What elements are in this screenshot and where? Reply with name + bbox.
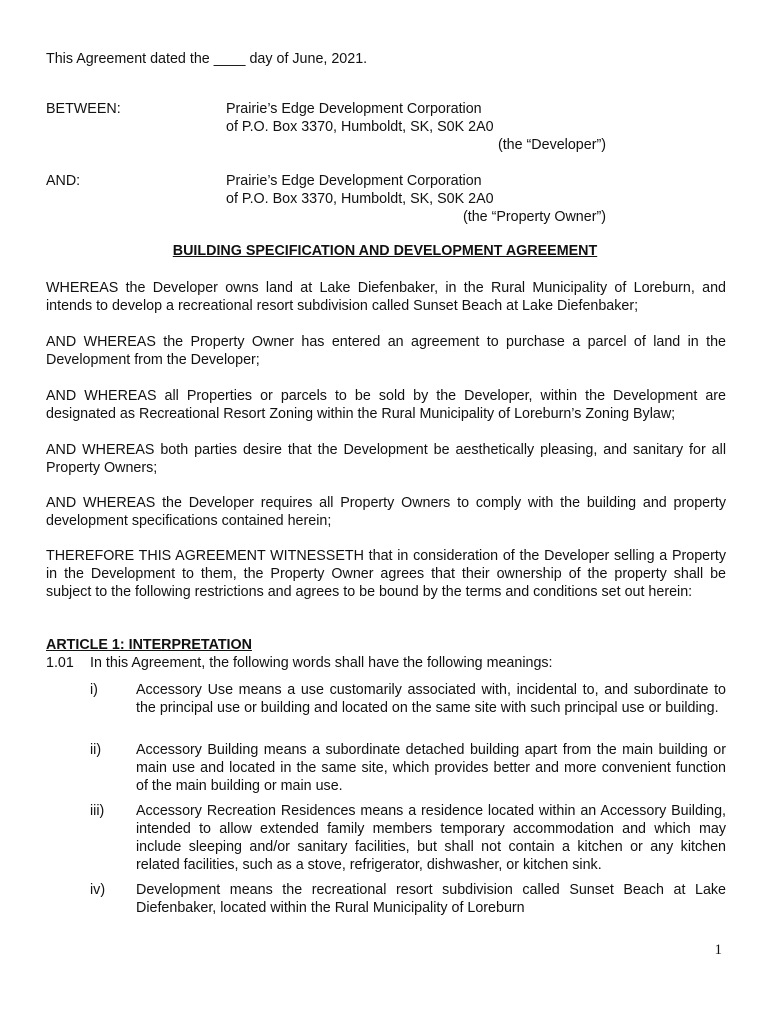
definition-numeral: ii) (90, 742, 102, 758)
party-details (226, 100, 606, 154)
agreement-date-line: This Agreement dated the ____ day of June, 2021. (46, 51, 368, 67)
definition-numeral: iv) (90, 882, 106, 898)
definition-numeral: i) (90, 682, 98, 698)
recital-paragraph: WHEREAS the Developer owns land at Lake Diefenbaker, in the Rural Municipality of Loreburn, and intends to develop a recreational resort subdivision called Sunset Beach at Lake Diefenbaker; (46, 280, 726, 314)
document-title: BUILDING SPECIFICATION AND DEVELOPMENT AGREEMENT (172, 243, 598, 259)
party-role-label: AND: (46, 173, 81, 189)
party-address: of P.O. Box 3370, Humboldt, SK, S0K 2A0 (226, 191, 494, 207)
clause-text: In this Agreement, the following words shall have the following meanings: (90, 655, 553, 671)
article-heading: ARTICLE 1: INTERPRETATION (46, 637, 252, 653)
definition-text: Accessory Building means a subordinate detached building apart from the main building or main use and located in the same site, which provides better and more convenient function of the main building or main use. (136, 742, 726, 794)
clause-1-01 (46, 654, 726, 672)
party-details (226, 172, 606, 226)
witnesseth-paragraph: THEREFORE THIS AGREEMENT WITNESSETH that in consideration of the Developer selling a Property in the Development to them, the Property Owner agrees that their ownership of the property shall be subject to the following restrictions and agrees to be bound by the terms and conditions set out herein: (46, 548, 726, 600)
recital-paragraph: AND WHEREAS all Properties or parcels to be sold by the Developer, within the Development are designated as Recreational Resort Zoning within the Rural Municipality of Loreburn’s Zoning Bylaw; (46, 388, 726, 422)
page-number: 1 (714, 942, 722, 958)
definition-numeral: iii) (90, 803, 105, 819)
party-designation: (the “Developer”) (497, 137, 606, 153)
party-name: Prairie’s Edge Development Corporation (226, 173, 482, 189)
definition-text: Accessory Use means a use customarily associated with, incidental to, and subordinate to the principal use or building and located on the same site with such principal use or building. (136, 682, 726, 716)
definition-text: Development means the recreational resort subdivision called Sunset Beach at Lake Diefenbaker, located within the Rural Municipality of Loreburn (136, 882, 726, 916)
party-address: of P.O. Box 3370, Humboldt, SK, S0K 2A0 (226, 119, 494, 135)
party-designation: (the “Property Owner”) (462, 209, 606, 225)
recital-paragraph: AND WHEREAS the Developer requires all Property Owners to comply with the building and property development specifications contained herein; (46, 495, 726, 529)
party-name: Prairie’s Edge Development Corporation (226, 101, 482, 117)
recital-paragraph: AND WHEREAS both parties desire that the Development be aesthetically pleasing, and sanitary for all Property Owners; (46, 442, 726, 476)
definition-text: Accessory Recreation Residences means a residence located within an Accessory Building, intended to allow extended family members temporary accommodation and which may include sleeping and/or sanitary facilities, but shall not contain a kitchen or any kitchen related facilities, such as a stove, refrigerator, dishwasher, or kitchen sink. (136, 803, 726, 873)
clause-number: 1.01 (46, 655, 74, 671)
party-role-label: BETWEEN: (46, 101, 121, 117)
recital-paragraph: AND WHEREAS the Property Owner has entered an agreement to purchase a parcel of land in the Development from the Developer; (46, 334, 726, 368)
